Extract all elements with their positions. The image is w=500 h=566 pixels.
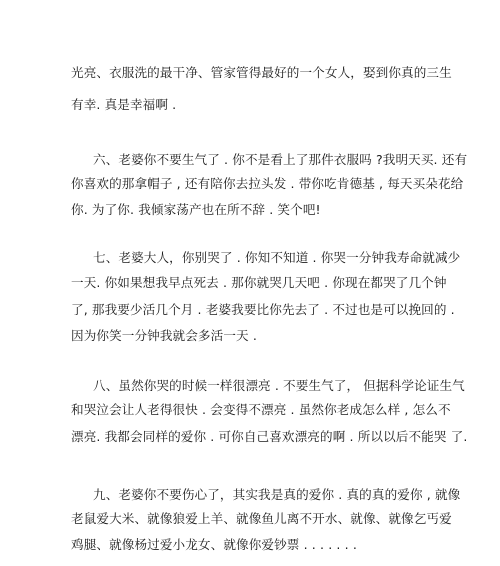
paragraph-line: 一天. 你如果想我早点死去 . 那你就哭几天吧 . 你现在都哭了几个钟 <box>71 275 447 290</box>
paragraph-line: 漂亮. 我都会同样的爱你 . 可你自己喜欢漂亮的啊 . 所以以后不能哭 了. <box>71 429 468 444</box>
paragraph-line: 光亮、衣服洗的最干净、管家管得最好的一个女人，娶到你真的三生 <box>71 65 452 80</box>
paragraph-line: 你喜欢的那拿帽子 , 还有陪你去拉头发 . 带你吃肯德基 , 每天买朵花给 <box>71 176 464 191</box>
paragraph-line: 有幸. 真是幸福啊 . <box>71 97 177 112</box>
paragraph-line: 鸡腿、就像杨过爱小龙女、就像你爱钞票 . . . . . . . <box>71 537 357 552</box>
paragraph-line: 因为你笑一分钟我就会多活一天 . <box>71 328 257 343</box>
paragraph-line: 和哭泣会让人老得很快 . 会变得不漂亮 . 虽然你老成怎么样 , 怎么不 <box>71 402 451 417</box>
paragraph-line: 老鼠爱大米、就像狼爱上羊、就像鱼儿离不开水、就像、就像乞丐爱 <box>71 511 452 526</box>
paragraph-line: 了, 那我要少活几个月 . 老婆我要比你先去了 . 不过也是可以挽回的 . <box>71 302 455 317</box>
paragraph-line: 八、虽然你哭的时候一样很漂亮 . 不要生气了， 但据科学论证生气 <box>93 378 465 393</box>
paragraph-line: 六、老婆你不要生气了 . 你不是看上了那件衣服吗 ?我明天买. 还有 <box>93 152 468 167</box>
paragraph-line: 七、老婆大人，你别哭了 . 你知不知道 . 你哭一分钟我寿命就减少 <box>93 250 461 265</box>
paragraph-line: 九、老婆你不要伤心了，其实我是真的爱你 . 真的真的爱你 , 就像 <box>93 487 461 502</box>
paragraph-line: 你. 为了你. 我倾家荡产也在所不辞 . 笑个吧! <box>71 202 321 217</box>
